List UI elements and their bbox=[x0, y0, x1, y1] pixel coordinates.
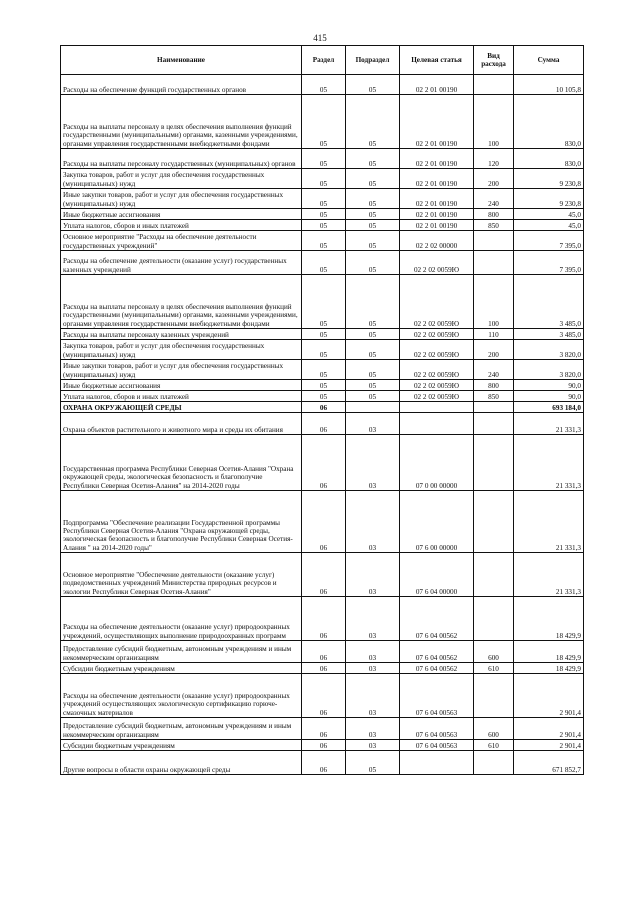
cell-sum: 90,0 bbox=[514, 391, 584, 402]
cell-podrazdel: 05 bbox=[346, 380, 400, 391]
table-row bbox=[61, 149, 584, 169]
cell-sum: 21 331,3 bbox=[514, 491, 584, 553]
header-target: Целевая статья bbox=[400, 46, 474, 75]
budget-table bbox=[60, 45, 584, 775]
cell-target: 07 6 04 00563 bbox=[400, 740, 474, 751]
cell-sum: 18 429,9 bbox=[514, 597, 584, 641]
cell-target: 02 2 02 0059Ю bbox=[400, 329, 474, 340]
cell-target: 02 2 01 00190 bbox=[400, 149, 474, 169]
table-row bbox=[61, 251, 584, 275]
table-row bbox=[61, 209, 584, 220]
cell-podrazdel: 05 bbox=[346, 209, 400, 220]
cell-vid: 600 bbox=[474, 718, 514, 740]
cell-vid: 850 bbox=[474, 391, 514, 402]
cell-name: Расходы на выплаты персоналу казенных учреждений bbox=[61, 329, 302, 340]
cell-name: Предоставление субсидий бюджетным, автономным учреждениям и иным некоммерческим организациям bbox=[61, 641, 302, 663]
cell-target: 07 6 04 00563 bbox=[400, 718, 474, 740]
table-row bbox=[61, 275, 584, 329]
cell-razdel: 05 bbox=[302, 149, 346, 169]
cell-sum: 7 395,0 bbox=[514, 251, 584, 275]
cell-razdel: 05 bbox=[302, 231, 346, 251]
cell-target: 07 0 00 00000 bbox=[400, 435, 474, 491]
cell-podrazdel: 03 bbox=[346, 740, 400, 751]
cell-razdel: 06 bbox=[302, 641, 346, 663]
cell-razdel: 05 bbox=[302, 209, 346, 220]
cell-podrazdel: 05 bbox=[346, 275, 400, 329]
cell-vid bbox=[474, 751, 514, 775]
cell-target: 07 6 04 00562 bbox=[400, 663, 474, 674]
cell-sum: 2 901,4 bbox=[514, 740, 584, 751]
cell-podrazdel: 05 bbox=[346, 189, 400, 209]
cell-target: 02 2 01 00190 bbox=[400, 220, 474, 231]
cell-sum: 830,0 bbox=[514, 149, 584, 169]
cell-vid: 240 bbox=[474, 189, 514, 209]
cell-target bbox=[400, 413, 474, 435]
cell-sum: 21 331,3 bbox=[514, 413, 584, 435]
cell-razdel: 06 bbox=[302, 751, 346, 775]
cell-razdel: 05 bbox=[302, 75, 346, 95]
cell-razdel: 06 bbox=[302, 740, 346, 751]
cell-podrazdel: 05 bbox=[346, 220, 400, 231]
cell-podrazdel: 05 bbox=[346, 391, 400, 402]
cell-podrazdel: 03 bbox=[346, 491, 400, 553]
cell-podrazdel: 05 bbox=[346, 360, 400, 380]
cell-sum: 45,0 bbox=[514, 209, 584, 220]
table-row bbox=[61, 95, 584, 149]
cell-target: 02 2 02 0059Ю bbox=[400, 275, 474, 329]
cell-target: 07 6 04 00000 bbox=[400, 553, 474, 597]
cell-razdel: 06 bbox=[302, 491, 346, 553]
cell-sum: 9 230,8 bbox=[514, 189, 584, 209]
table-row bbox=[61, 718, 584, 740]
cell-name: Расходы на обеспечение деятельности (оказание услуг) природоохранных учреждений, осуществляющих выполнение природоохранных программ bbox=[61, 597, 302, 641]
cell-vid bbox=[474, 413, 514, 435]
table-row bbox=[61, 641, 584, 663]
table-row bbox=[61, 597, 584, 641]
table-row bbox=[61, 75, 584, 95]
cell-podrazdel: 03 bbox=[346, 597, 400, 641]
cell-sum: 2 901,4 bbox=[514, 718, 584, 740]
cell-target: 02 2 02 0059Ю bbox=[400, 380, 474, 391]
table-row bbox=[61, 220, 584, 231]
table-row bbox=[61, 663, 584, 674]
table-row bbox=[61, 435, 584, 491]
table-body bbox=[61, 75, 584, 775]
table-row bbox=[61, 391, 584, 402]
cell-name: Расходы на обеспечение деятельности (оказание услуг) государственных казенных учреждений bbox=[61, 251, 302, 275]
cell-name: Расходы на обеспечение деятельности (оказание услуг) природоохранных учреждений осуществляющих экологическую сертификацию горюче-смазочных материалов bbox=[61, 674, 302, 718]
cell-name: Расходы на выплаты персоналу в целях обеспечения выполнения функций государственными (муниципальными) органами, казенными учреждениями, органами управления государственными внебюджетными фондами bbox=[61, 95, 302, 149]
cell-vid: 100 bbox=[474, 275, 514, 329]
cell-podrazdel: 05 bbox=[346, 169, 400, 189]
table-row bbox=[61, 329, 584, 340]
cell-podrazdel bbox=[346, 402, 400, 413]
cell-sum: 10 105,8 bbox=[514, 75, 584, 95]
table-header-row bbox=[61, 46, 584, 75]
cell-sum: 3 485,0 bbox=[514, 329, 584, 340]
table-row bbox=[61, 360, 584, 380]
cell-vid: 850 bbox=[474, 220, 514, 231]
cell-razdel: 05 bbox=[302, 340, 346, 360]
cell-vid: 100 bbox=[474, 95, 514, 149]
cell-vid bbox=[474, 75, 514, 95]
cell-podrazdel: 03 bbox=[346, 674, 400, 718]
cell-target: 02 2 02 0059Ю bbox=[400, 340, 474, 360]
cell-target: 02 2 02 0059Ю bbox=[400, 360, 474, 380]
cell-razdel: 06 bbox=[302, 674, 346, 718]
cell-target: 02 2 02 00000 bbox=[400, 231, 474, 251]
cell-name: Основное мероприятие "Обеспечение деятельности (оказание услуг) подведомственных учреждений Министерства природных ресурсов и экологии Республики Северная Осетия-Алания" bbox=[61, 553, 302, 597]
cell-podrazdel: 05 bbox=[346, 340, 400, 360]
table-row bbox=[61, 231, 584, 251]
cell-name: Иные закупки товаров, работ и услуг для обеспечения государственных (муниципальных) нужд bbox=[61, 360, 302, 380]
cell-sum: 45,0 bbox=[514, 220, 584, 231]
cell-podrazdel: 05 bbox=[346, 251, 400, 275]
cell-name: Подпрограмма "Обеспечение реализации Государственной программы Республики Северная Осетия-Алания "Охрана окружающей среды, экологическая безопасность и благополучие Республики Северная Осетия-Алания " на 2014-2020 годы" bbox=[61, 491, 302, 553]
cell-vid: 110 bbox=[474, 329, 514, 340]
cell-target: 02 2 01 00190 bbox=[400, 189, 474, 209]
cell-vid: 610 bbox=[474, 663, 514, 674]
cell-razdel: 05 bbox=[302, 329, 346, 340]
cell-name: Расходы на обеспечение функций государственных органов bbox=[61, 75, 302, 95]
cell-name: Расходы на выплаты персоналу государственных (муниципальных) органов bbox=[61, 149, 302, 169]
cell-target: 02 2 02 0059Ю bbox=[400, 251, 474, 275]
cell-name: Субсидии бюджетным учреждениям bbox=[61, 663, 302, 674]
cell-vid: 120 bbox=[474, 149, 514, 169]
cell-name: ОХРАНА ОКРУЖАЮЩЕЙ СРЕДЫ bbox=[61, 402, 302, 413]
cell-sum: 2 901,4 bbox=[514, 674, 584, 718]
cell-razdel: 05 bbox=[302, 189, 346, 209]
header-podrazdel: Подраздел bbox=[346, 46, 400, 75]
page-number: 415 bbox=[313, 33, 327, 43]
cell-name: Иные бюджетные ассигнования bbox=[61, 380, 302, 391]
cell-razdel: 05 bbox=[302, 220, 346, 231]
cell-podrazdel: 05 bbox=[346, 75, 400, 95]
cell-target bbox=[400, 751, 474, 775]
cell-name: Иные закупки товаров, работ и услуг для обеспечения государственных (муниципальных) нужд bbox=[61, 189, 302, 209]
cell-vid: 600 bbox=[474, 641, 514, 663]
cell-sum: 3 820,0 bbox=[514, 340, 584, 360]
table-row bbox=[61, 402, 584, 413]
cell-razdel: 06 bbox=[302, 553, 346, 597]
cell-vid bbox=[474, 553, 514, 597]
cell-vid bbox=[474, 231, 514, 251]
cell-razdel: 05 bbox=[302, 169, 346, 189]
cell-sum: 7 395,0 bbox=[514, 231, 584, 251]
cell-sum: 693 184,0 bbox=[514, 402, 584, 413]
cell-podrazdel: 03 bbox=[346, 663, 400, 674]
cell-podrazdel: 05 bbox=[346, 329, 400, 340]
cell-razdel: 05 bbox=[302, 360, 346, 380]
cell-razdel: 05 bbox=[302, 251, 346, 275]
cell-name: Охрана объектов растительного и животного мира и среды их обитания bbox=[61, 413, 302, 435]
cell-name: Уплата налогов, сборов и иных платежей bbox=[61, 391, 302, 402]
table-row bbox=[61, 189, 584, 209]
cell-podrazdel: 03 bbox=[346, 413, 400, 435]
table-row bbox=[61, 340, 584, 360]
cell-sum: 3 485,0 bbox=[514, 275, 584, 329]
cell-vid: 800 bbox=[474, 380, 514, 391]
cell-sum: 21 331,3 bbox=[514, 435, 584, 491]
cell-podrazdel: 03 bbox=[346, 435, 400, 491]
cell-name: Основное мероприятие "Расходы на обеспечение деятельности государственных учреждений" bbox=[61, 231, 302, 251]
cell-vid: 800 bbox=[474, 209, 514, 220]
cell-target: 02 2 01 00190 bbox=[400, 209, 474, 220]
cell-sum: 90,0 bbox=[514, 380, 584, 391]
cell-target: 02 2 01 00190 bbox=[400, 169, 474, 189]
cell-podrazdel: 05 bbox=[346, 149, 400, 169]
cell-name: Субсидии бюджетным учреждениям bbox=[61, 740, 302, 751]
cell-sum: 9 230,8 bbox=[514, 169, 584, 189]
cell-name: Уплата налогов, сборов и иных платежей bbox=[61, 220, 302, 231]
header-sum: Сумма bbox=[514, 46, 584, 75]
cell-name: Иные бюджетные ассигнования bbox=[61, 209, 302, 220]
table-row bbox=[61, 674, 584, 718]
cell-razdel: 05 bbox=[302, 391, 346, 402]
cell-sum: 18 429,9 bbox=[514, 641, 584, 663]
table-row bbox=[61, 169, 584, 189]
cell-razdel: 06 bbox=[302, 597, 346, 641]
cell-razdel: 06 bbox=[302, 413, 346, 435]
cell-podrazdel: 05 bbox=[346, 231, 400, 251]
cell-razdel: 06 bbox=[302, 435, 346, 491]
cell-target: 02 2 01 00190 bbox=[400, 95, 474, 149]
table-row bbox=[61, 380, 584, 391]
cell-name: Другие вопросы в области охраны окружающей среды bbox=[61, 751, 302, 775]
cell-target: 07 6 04 00563 bbox=[400, 674, 474, 718]
cell-sum: 830,0 bbox=[514, 95, 584, 149]
cell-target: 02 2 02 0059Ю bbox=[400, 391, 474, 402]
cell-razdel: 06 bbox=[302, 718, 346, 740]
cell-vid bbox=[474, 597, 514, 641]
cell-podrazdel: 05 bbox=[346, 751, 400, 775]
cell-target: 07 6 04 00562 bbox=[400, 641, 474, 663]
table-row bbox=[61, 740, 584, 751]
cell-name: Расходы на выплаты персоналу в целях обеспечения выполнения функций государственными (муниципальными) органами, казенными учреждениями, органами управления государственными внебюджетными фондами bbox=[61, 275, 302, 329]
cell-podrazdel: 05 bbox=[346, 95, 400, 149]
cell-name: Закупка товаров, работ и услуг для обеспечения государственных (муниципальных) нужд bbox=[61, 340, 302, 360]
cell-target bbox=[400, 402, 474, 413]
cell-name: Предоставление субсидий бюджетным, автономным учреждениям и иным некоммерческим организациям bbox=[61, 718, 302, 740]
header-vid: Вид расхода bbox=[474, 46, 514, 75]
cell-vid: 200 bbox=[474, 340, 514, 360]
cell-sum: 671 852,7 bbox=[514, 751, 584, 775]
cell-target: 07 6 00 00000 bbox=[400, 491, 474, 553]
cell-podrazdel: 03 bbox=[346, 553, 400, 597]
cell-vid: 610 bbox=[474, 740, 514, 751]
cell-razdel: 06 bbox=[302, 402, 346, 413]
cell-razdel: 05 bbox=[302, 95, 346, 149]
cell-vid: 200 bbox=[474, 169, 514, 189]
cell-vid bbox=[474, 674, 514, 718]
cell-sum: 21 331,3 bbox=[514, 553, 584, 597]
cell-name: Государственная программа Республики Северная Осетия-Алания "Охрана окружающей среды, экологическая безопасность и благополучие Республики Северная Осетия-Алания" на 2014-2020 годы bbox=[61, 435, 302, 491]
cell-vid bbox=[474, 251, 514, 275]
cell-sum: 18 429,9 bbox=[514, 663, 584, 674]
cell-vid bbox=[474, 435, 514, 491]
cell-name: Закупка товаров, работ и услуг для обеспечения государственных (муниципальных) нужд bbox=[61, 169, 302, 189]
table-row bbox=[61, 751, 584, 775]
table-row bbox=[61, 413, 584, 435]
cell-vid: 240 bbox=[474, 360, 514, 380]
cell-razdel: 05 bbox=[302, 275, 346, 329]
cell-razdel: 06 bbox=[302, 663, 346, 674]
cell-vid bbox=[474, 402, 514, 413]
header-razdel: Раздел bbox=[302, 46, 346, 75]
header-name: Наименование bbox=[61, 46, 302, 75]
cell-vid bbox=[474, 491, 514, 553]
cell-podrazdel: 03 bbox=[346, 718, 400, 740]
cell-sum: 3 820,0 bbox=[514, 360, 584, 380]
cell-target: 02 2 01 00190 bbox=[400, 75, 474, 95]
table-row bbox=[61, 491, 584, 553]
cell-podrazdel: 03 bbox=[346, 641, 400, 663]
cell-target: 07 6 04 00562 bbox=[400, 597, 474, 641]
table-row bbox=[61, 553, 584, 597]
cell-razdel: 05 bbox=[302, 380, 346, 391]
